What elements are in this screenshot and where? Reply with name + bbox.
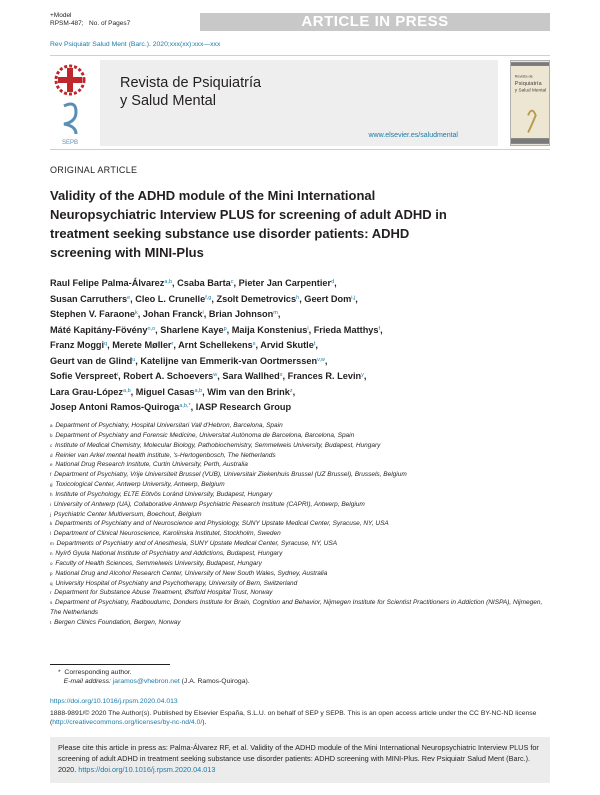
pages-label: No. of Pages7 [89,20,131,27]
author-name: Susan Carruthers [50,293,128,304]
author-affiliation-marker[interactable]: a,b [194,387,203,394]
cover-title-1: Revista de [514,74,533,79]
corresponding-label: Corresponding author. [64,669,132,676]
affiliation-item [50,519,550,529]
ref-label: RPSM-487; [50,20,84,27]
copyright-notice [50,709,550,727]
affiliation-key: k [50,521,53,527]
affiliation-text: Department of Psychiatry, Hospital Universitari Vall d'Hebron, Barcelona, Spain [53,422,283,429]
manuscript-info [50,12,130,28]
author-affiliation-marker[interactable]: f [378,325,381,332]
affiliation-key: b [50,432,53,438]
author-name: Sara Wallhed [222,371,280,381]
author-affiliation-marker[interactable]: l [202,310,204,316]
affiliation-key: h [50,491,53,497]
author-line: Lara Grau-López$^{a,b}$, Miguel Casas$^{a,b}$, Wim van den Brink$^z$, [50,386,296,397]
affiliation-text: University of Antwerp (UA), Collaborative Antwerp Psychiatric Research Institute (CAPRI), Antwerp, Belgium [52,500,365,508]
affiliation-list [50,421,550,628]
affiliation-item [50,579,550,589]
affiliation-text: University Hospital of Psychiatry and Psychotherapy, University of Bern, Switzerland [53,579,298,587]
rights-text: 1888-9891/© 2020 The Author(s). Published by Elsevier España, S.L.U. on behalf of SEP y SEPB. This is an open access article under the CC BY-NC-ND license ( [50,710,537,726]
journal-cover-image [510,60,550,146]
affiliation-key: c [50,442,53,448]
affiliation-key: r [50,590,52,596]
affiliation-text: Department for Substance Abuse Treatment, Østfold Hospital Trust, Norway [52,589,273,597]
author-affiliation-marker[interactable]: v,w [317,356,325,363]
author-name: Arvid Skutle [260,340,314,350]
author-name: Franz Moggi [50,340,105,350]
cover-title-3: y Salud Mental [514,88,547,94]
affiliation-key: p [50,570,53,576]
author-affiliation-marker[interactable]: n,o [147,325,156,332]
logo-text: SEPB [61,140,79,146]
affiliation-text: National Drug Research Institute, Curtin University, Perth, Australia [53,461,248,469]
author-affiliation-marker[interactable]: y [361,372,364,378]
email-label: E-mail address: [63,678,111,685]
affiliation-key: d [50,452,53,458]
author-name: Josep Antoni Ramos-Quiroga [50,402,180,412]
affiliation-key: g [50,482,53,488]
affiliation-item [50,431,550,441]
affiliation-item [50,559,550,569]
author-affiliation-marker[interactable]: k [134,310,138,316]
author-line: Susan Carruthers$^e$, Cleo L. Crunelle$^{f,g}$, Zsolt Demetrovics$^h$, Geert Dom$^{i,j}$, [50,293,358,304]
affiliation-item [50,539,550,549]
corresponding-name: (J.A. Ramos-Quiroga). [181,678,250,685]
author-name: Zsolt Demetrovics [216,293,297,304]
affiliation-item [50,460,550,470]
affiliation-item [50,480,550,490]
affiliation-item [50,588,550,598]
author-affiliation-marker[interactable]: a,b [164,279,173,285]
author-affiliation-marker[interactable]: z [289,387,293,394]
author-name: Brian Johnson [208,309,274,319]
author-list [50,276,550,416]
affiliation-item [50,451,550,461]
author-name: Geurt van de Glind [50,355,133,366]
author-affiliation-marker[interactable]: w [213,372,218,378]
author-name: Geert Dom [304,293,352,304]
model-label: +Model [50,12,72,19]
journal-name [120,74,261,110]
affiliation-text: National Drug and Alcohol Research Center, University of New South Wales, Sydney, Australia [53,569,328,577]
author-name: Robert A. Schoevers [123,371,214,381]
author-name: Sharlene Kaye [160,324,224,335]
author-name: Raul Felipe Palma-Álvarez [50,278,165,288]
affiliation-item [50,500,550,510]
author-affiliation-marker[interactable]: m [273,310,278,316]
author-affiliation-marker[interactable]: h [296,294,300,301]
journal-citation-link[interactable]: Rev Psiquiatr Salud Ment (Barc.). 2020;xxx(xx):xxx—xxx [50,41,221,48]
author-affiliation-marker[interactable]: p [223,325,227,332]
affiliation-item [50,421,550,431]
author-name: Máté Kapitány-Fövény [50,324,148,335]
author-name: Frances R. Levin [287,371,362,381]
affiliation-text: Institute of Psychology, ELTE Eötvös Loránd University, Budapest, Hungary [53,490,273,498]
author-name: Frieda Matthys [313,324,379,335]
affiliation-item [50,510,550,520]
affiliation-text: Department of Psychiatry, Vrije Universiteit Brussel (VUB), Universitair Ziekenhuis Brussel (UZ Brussel), Brussels, Belgium [52,471,407,479]
author-name: Cleo L. Crunelle [135,293,206,304]
affiliation-key: j [50,511,51,517]
affiliation-key: o [50,560,53,566]
affiliation-item [50,549,550,559]
affiliation-item [50,490,550,500]
section-label: ORIGINAL ARTICLE [50,165,138,175]
corresponding-author-note: * Corresponding author. E-mail address: jaramos@vhebron.net (J.A. Ramos-Quiroga). [58,669,250,685]
author-affiliation-marker[interactable]: x [279,372,283,378]
author-affiliation-marker[interactable]: t [313,341,316,347]
affiliation-item [50,598,550,618]
author-line: Josep Antoni Ramos-Quiroga$^{a,b,*}$, IASP Research Group [50,402,292,412]
author-line: Geurt van de Glind$^u$, Katelijne van Emmerik-van Oortmerssen$^{v,w}$, [50,355,328,366]
affiliation-key: t [50,619,52,625]
author-affiliation-marker[interactable]: c [230,279,234,285]
affiliation-key: n [50,550,53,556]
author-name: Johan Franck [142,309,203,319]
affiliation-text: Bergen Clinics Foundation, Bergen, Norway [52,618,181,626]
doi-link[interactable]: https://doi.org/10.1016/j.rpsm.2020.04.013 [50,698,178,705]
cover-title-2: Psiquiatría [514,80,542,87]
author-name: Maija Konstenius [231,324,308,335]
license-link[interactable]: http://creativecommons.org/licenses/by-nc-nd/4.0/ [52,719,203,726]
journal-panel [100,60,498,146]
author-name: Wim van den Brink [207,386,290,397]
affiliation-text: Department of Psychiatry, Radboudumc, Donders Institute for Brain, Cognition and Behavior, Nijmegen Institute for Scientist Practitioners in Addiction (NISPA), Nijmegen, The Netherlands [50,599,543,617]
affiliation-text: Toxicological Center, Antwerp University, Antwerp, Belgium [53,481,225,489]
author-line: Máté Kapitány-Fövény$^{n,o}$, Sharlene Kaye$^p$, Maija Konstenius$^l$, Frieda Matthys$^f$, [50,324,383,335]
author-line: Raul Felipe Palma-Álvarez$^{a,b}$, Csaba Barta$^c$, Pieter Jan Carpentier$^d$, [50,278,337,288]
affiliation-key: f [50,472,52,478]
affiliation-item [50,470,550,480]
author-affiliation-marker[interactable]: a,b,* [179,403,191,409]
rights-close: ). [202,719,207,726]
author-line: Stephen V. Faraone$^k$, Johan Franck$^l$, Brian Johnson$^m$, [50,309,281,319]
affiliation-item [50,569,550,579]
society-logo-icon [50,58,90,146]
author-affiliation-marker[interactable]: s [252,341,256,347]
journal-name-line2: y Salud Mental [120,93,216,109]
journal-name-line1: Revista de Psiquiatría [120,75,262,91]
affiliation-text: Faculty of Health Sciences, Semmelweis University, Budapest, Hungary [53,559,262,567]
cite-text: Please cite this article in press as: Palma-Álvarez RF, et al. Validity of the ADHD module of the Mini International Neuropsychiatric Interview PLUS for screening of adult ADHD in treatment seeking substance use disorder patients: ADHD screening with MINI-Plus. Rev Psiquiatr Salud Ment (Barc.). 2020. [58,743,539,774]
cite-doi-link[interactable]: https://doi.org/10.1016/j.rpsm.2020.04.013 [78,765,216,774]
affiliation-key: l [50,531,51,537]
author-affiliation-marker[interactable]: r [171,341,174,347]
author-name: Stephen V. Faraone [50,309,135,319]
author-affiliation-marker[interactable]: u [132,356,136,363]
author-name: Pieter Jan Carpentier [238,278,332,288]
author-name: Csaba Barta [177,278,231,288]
author-affiliation-marker[interactable]: d [331,279,335,285]
author-name: Lara Grau-López [50,386,124,397]
affiliation-key: q [50,580,53,586]
affiliation-text: Department of Psychiatry and Forensic Medicine, Universitat Autònoma de Barcelona, Barcelona, Spain [53,431,355,439]
author-line: Franz Moggi$^q$, Merete Møller$^r$, Arnt Schellekens$^s$, Arvid Skutle$^t$, [50,340,318,350]
top-bar [50,12,550,32]
author-affiliation-marker[interactable]: l [307,325,309,332]
affiliation-item [50,618,550,628]
author-name: Sofie Verspreet [50,371,117,381]
affiliation-item [50,441,550,451]
article-in-press-banner: ARTICLE IN PRESS [200,13,550,31]
affiliation-key: m [50,541,54,547]
affiliation-text: Reinier van Arkel mental health institute, 's-Hertogenbosch, The Netherlands [53,451,276,459]
author-affiliation-marker[interactable]: e [127,294,131,301]
affiliation-key: e [50,462,53,468]
affiliation-key: s [50,600,53,606]
affiliation-text: Psychiatric Center Multiversum, Boechout, Belgium [52,510,202,518]
author-affiliation-marker[interactable]: i,j [351,294,356,301]
affiliation-text: Departments of Psychiatry and of Neuroscience and Physiology, SUNY Upstate Medical Center, Syracuse, NY, USA [53,520,389,528]
author-affiliation-marker[interactable]: i [116,372,119,378]
author-name: IASP Research Group [195,402,292,412]
author-line: Sofie Verspreet$^i$, Robert A. Schoevers$^w$, Sara Wallhed$^x$, Frances R. Levin$^y$, [50,371,367,381]
article-title: Validity of the ADHD module of the Mini International Neuropsychiatric Interview PLUS for screening of adult ADHD in treatment seeking substance use disorder patients: ADHD screening with MINI-Plus [50,188,447,260]
author-name: Miguel Casas [135,386,195,397]
affiliation-item [50,529,550,539]
author-name: Katelijne van Emmerik-van Oortmerssen [140,355,318,366]
affiliation-key: i [50,501,51,507]
author-name: Arnt Schellekens [178,340,253,350]
affiliation-text: Nyírő Gyula National Institute of Psychiatry and Addictions, Budapest, Hungary [53,549,283,557]
affiliation-text: Departments of Psychiatry and of Anesthesia, SUNY Upstate Medical Center, Syracuse, NY, USA [54,540,338,548]
author-affiliation-marker[interactable]: f,g [205,294,212,301]
affiliation-key: a [50,423,53,428]
author-affiliation-marker[interactable]: a,b [123,387,131,394]
affiliation-text: Department of Clinical Neuroscience, Karolinska Institutet, Stockholm, Sweden [52,530,281,538]
cite-this-article-box [50,737,550,783]
author-name: Merete Møller [112,340,172,350]
journal-url-link[interactable]: www.elsevier.es/saludmental [368,132,458,139]
journal-header [50,55,550,150]
email-link[interactable]: jaramos@vhebron.net [112,678,180,685]
affiliation-text: Institute of Medical Chemistry, Molecular Biology, Pathobiochemistry, Semmelweis University, Budapest, Hungary [53,441,381,449]
author-affiliation-marker[interactable]: q [104,341,108,347]
footnote-divider [50,664,170,665]
